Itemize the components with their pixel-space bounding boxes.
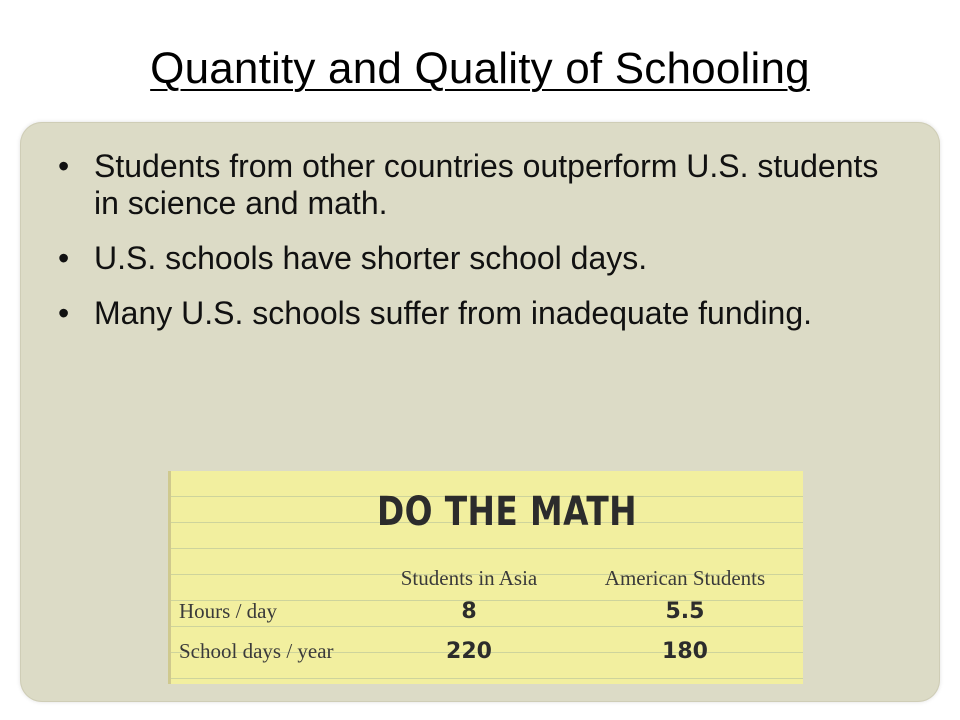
asia-days-value: 220 — [446, 638, 492, 664]
asia-hours-value: 8 — [461, 598, 477, 624]
table-header-row — [171, 565, 803, 591]
table-header-asia: Students in Asia — [400, 565, 538, 590]
table-row — [171, 591, 803, 631]
bullet-item: • Many U.S. schools suffer from inadequate funding. — [54, 295, 904, 332]
table-header-empty — [171, 565, 371, 591]
table-row — [171, 631, 803, 671]
row-label-hours: Hours / day — [179, 598, 277, 623]
bullet-item: • U.S. schools have shorter school days. — [54, 240, 904, 277]
american-hours-value: 5.5 — [665, 598, 705, 624]
do-the-math-card — [168, 471, 803, 684]
slide-title: Quantity and Quality of Schooling — [150, 44, 810, 93]
row-label-days: School days / year — [179, 638, 334, 663]
comparison-table — [171, 565, 803, 671]
table-header-american: American Students — [604, 565, 766, 590]
bullet-list — [54, 148, 904, 350]
american-days-value: 180 — [662, 638, 708, 664]
bullet-item: • Students from other countries outperform U.S. students in science and math. — [54, 148, 904, 222]
math-card-heading: DO THE MATH — [377, 489, 637, 535]
